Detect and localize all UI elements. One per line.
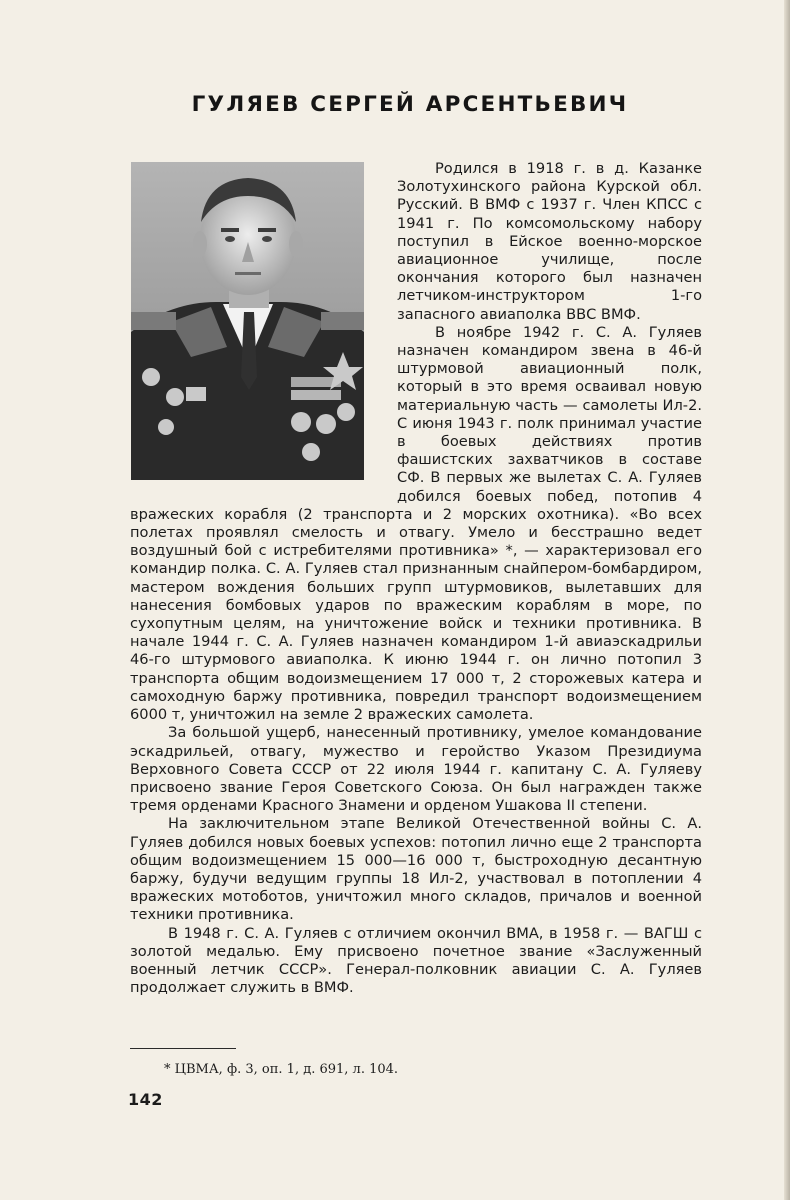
- paragraph-5: В 1948 г. С. А. Гуляев с отличием окончил ВМА, в 1958 г. — ВАГШ с золотой медалью. Ему присвоено почетное звание «Заслуженный военный летчик СССР». Генерал-полковник авиации С. А. Гуляев продолжает служить в ВМФ.: [130, 924, 702, 997]
- paragraph-1: Родился в 1918 г. в д. Казанке Золотухинского района Курской обл. Русский. В ВМФ с 1937 г. Член КПСС с 1941 г. По комсомольскому набору поступил в Ейское военно-морское авиационное училище, после окончания которого был назначен летчиком-инструктором 1-го запасного авиаполка ВВС ВМФ.: [397, 160, 702, 323]
- paragraph-2: В ноябре 1942 г. С. А. Гуляев назначен командиром звена в 46-й штурмовой авиационный полк, который в это время осваивал новую материальную часть — самолеты Ил-2. С июня 1943 г. полк принимал участие в боевых действиях против фашистских захватчиков в составе СФ. В первых же вылетах С. А. Гуляев добился боевых побед, потопив 4 вражеских корабля (2 транспорта и 2 морских охотника). «Во всех полетах проявлял смелость и отвагу. Умело и бесстрашно ведет воздушный бой с истребителями противника» *, — характеризовал его командир полка. С. А. Гуляев стал признанным снайпером-бомбардиром, мастером вождения больших групп штурмовиков, вылетавших для нанесения бомбовых ударов по вражеским кораблям в море, по сухопутным целям, на уничтожение войск и техники противника. В начале 1944 г. С. А. Гуляев назначен командиром 1-й авиаэскадрильи 46-го штурмового авиаполка. К июню 1944 г. он лично потопил 3 транспорта общим водоизмещением 17 000 т, 2 сторожевых катера и самоходную баржу противника, повредил транспорт водоизмещением 6000 т, уничтожил на земле 2 вражеских самолета.: [130, 323, 702, 724]
- footnote: * ЦВМА, ф. 3, оп. 1, д. 691, л. 104.: [164, 1062, 399, 1077]
- footnote-rule: [130, 1048, 236, 1049]
- paragraph-3: За большой ущерб, нанесенный противнику, умелое командование эскадрильей, отвагу, мужество и геройство Указом Президиума Верховного Совета СССР от 22 июля 1944 г. капитану С. А. Гуляеву присвоено звание Героя Советского Союза. Он был награжден также тремя орденами Красного Знамени и орденом Ушакова II степени.: [130, 724, 702, 815]
- page-edge: [784, 0, 790, 1200]
- page-number: 142: [128, 1090, 163, 1109]
- portrait-photo: [131, 162, 364, 480]
- page-title: ГУЛЯЕВ СЕРГЕЙ АРСЕНТЬЕВИЧ: [191, 92, 629, 117]
- paragraph-4: На заключительном этапе Великой Отечественной войны С. А. Гуляев добился новых боевых успехов: потопил лично еще 2 транспорта общим водоизмещением 15 000—16 000 т, быстроходную десантную баржу, будучи ведущим группы 18 Ил-2, участвовал в потоплении 4 вражеских мотоботов, уничтожил много складов, причалов и военной техники противника.: [130, 815, 702, 924]
